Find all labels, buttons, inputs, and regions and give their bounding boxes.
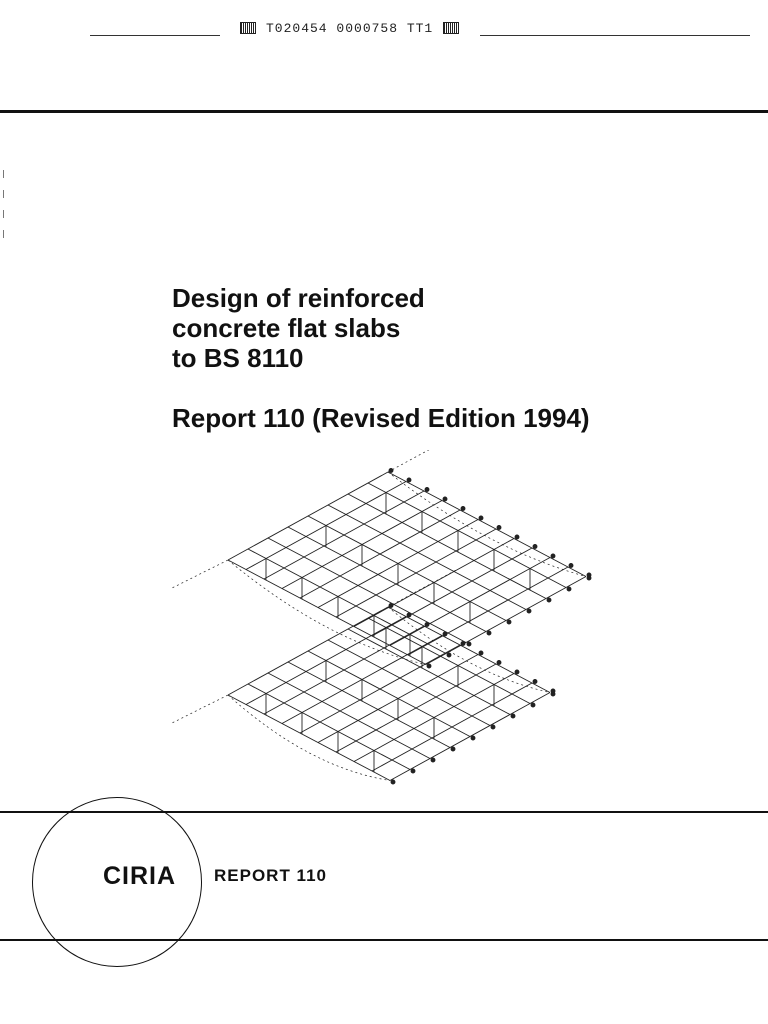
lower-slab-bar-end-marker: [533, 680, 537, 684]
lower-slab-bar-end-marker: [425, 623, 429, 627]
upper-slab-grid-line-u: [228, 560, 426, 665]
upper-slab-bar-end-marker: [497, 526, 501, 530]
lower-slab-grid-line-v: [228, 607, 388, 695]
barcode-left-icon: [240, 22, 256, 34]
lower-slab-grid-line-u: [308, 651, 470, 737]
flat-slab-grid-illustration: [170, 450, 610, 790]
upper-slab-bar-end-marker: [515, 535, 519, 539]
lower-slab-grid-line-u: [368, 618, 530, 704]
upper-slab-bar-end-marker: [507, 620, 511, 624]
lower-slab-grid-line-v: [264, 626, 424, 714]
lower-slab-bar-end-marker: [491, 725, 495, 729]
upper-slab-grid-line-v: [300, 510, 460, 598]
upper-slab-bar-end-marker: [569, 564, 573, 568]
header-rule-right: [480, 35, 750, 36]
upper-slab-grid-line-v: [264, 491, 424, 579]
lower-slab-grid-line-u: [388, 607, 550, 693]
lower-slab-grid-line-v: [300, 645, 460, 733]
lower-slab-bar-end-marker: [461, 642, 465, 646]
header-rule-left: [90, 35, 220, 36]
lower-slab-bar-end-marker: [515, 670, 519, 674]
title-line-1: Design of reinforced: [172, 283, 425, 313]
lower-slab-bar-end-marker: [451, 747, 455, 751]
upper-slab-bar-end-marker: [389, 469, 393, 473]
margin-marks: [3, 170, 4, 240]
upper-slab-grid-line-v: [336, 529, 496, 617]
upper-slab-bar-end-marker: [551, 554, 555, 558]
lower-slab-bar-end-marker: [531, 703, 535, 707]
title-block: [172, 283, 732, 433]
lower-slab-bar-end-marker: [551, 689, 555, 693]
upper-slab-bar-end-marker: [487, 631, 491, 635]
upper-slab-grid-line-u: [268, 538, 466, 643]
lower-slab-bar-end-marker: [389, 604, 393, 608]
upper-slab-grid-line-u: [328, 505, 526, 610]
lower-slab-bar-end-marker: [443, 632, 447, 636]
upper-slab-bar-end-marker: [447, 653, 451, 657]
upper-slab-leader-line: [170, 560, 228, 590]
lower-slab-bar-end-marker: [471, 736, 475, 740]
lower-slab-grid-line-v: [372, 683, 532, 771]
upper-slab-bar-end-marker: [427, 664, 431, 668]
upper-slab-grid-line-u: [248, 549, 446, 654]
lower-slab-bar-end-marker: [391, 780, 395, 784]
report-title: Report 110 (Revised Edition 1994): [172, 403, 590, 433]
upper-slab-bar-end-marker: [533, 545, 537, 549]
upper-slab-grid-line-u: [388, 472, 586, 577]
lower-slab-bar-end-marker: [479, 651, 483, 655]
upper-slab-grid-line-v: [408, 567, 568, 655]
barcode-right-icon: [443, 22, 459, 34]
lower-slab-grid-line-u: [268, 673, 430, 759]
upper-slab-bar-end-marker: [527, 609, 531, 613]
ciria-logo-text: CIRIA: [103, 862, 177, 890]
title-line-3: to BS 8110: [172, 343, 304, 373]
report-number-label: REPORT 110: [214, 866, 327, 885]
upper-slab-bar-end-marker: [425, 488, 429, 492]
upper-slab-bar-end-marker: [587, 573, 591, 577]
lower-slab-bar-end-marker: [497, 661, 501, 665]
upper-slab-bar-end-marker: [567, 587, 571, 591]
lower-slab-grid-line-u: [288, 662, 450, 748]
lower-slab-grid-line-u: [328, 640, 490, 726]
lower-slab-bar-end-marker: [431, 758, 435, 762]
lower-slab-bar-end-marker: [407, 613, 411, 617]
upper-slab-leader-line: [388, 450, 458, 472]
upper-slab-bar-end-marker: [443, 497, 447, 501]
lower-slab-grid-line-u: [348, 629, 510, 715]
lower-slab-bar-end-marker: [511, 714, 515, 718]
top-divider: [0, 110, 768, 113]
upper-slab-grid-line-u: [288, 527, 486, 632]
lower-slab-bar-end-marker: [411, 769, 415, 773]
upper-slab-bar-end-marker: [479, 516, 483, 520]
upper-slab-grid-line-v: [228, 472, 388, 560]
upper-slab-bar-end-marker: [407, 478, 411, 482]
upper-slab-bar-end-marker: [467, 642, 471, 646]
catalogue-code-text: T020454 0000758 TT1: [266, 20, 434, 36]
upper-slab-grid-line-u: [348, 494, 546, 599]
upper-slab-bar-end-marker: [461, 507, 465, 511]
title-line-2: concrete flat slabs: [172, 313, 401, 343]
lower-slab-grid-line-u: [248, 684, 410, 770]
lower-slab-grid-line-v: [390, 693, 550, 781]
lower-slab-grid-line-u: [228, 695, 390, 781]
lower-slab-leader-line: [170, 695, 228, 725]
upper-slab-bar-end-marker: [547, 598, 551, 602]
catalogue-code: [240, 18, 459, 38]
